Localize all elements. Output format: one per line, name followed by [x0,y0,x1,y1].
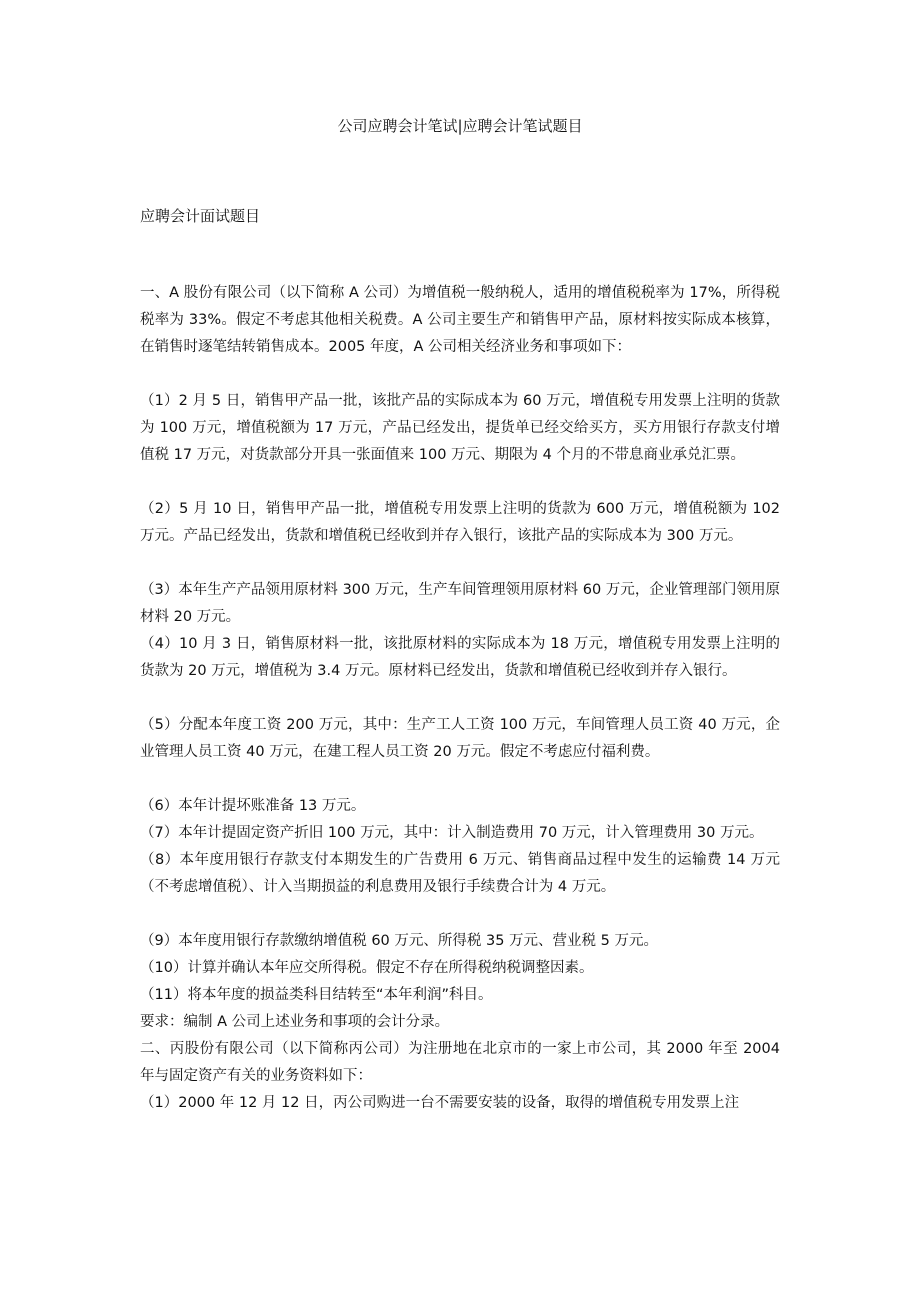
paragraph-section-2-intro: 二、丙股份有限公司（以下简称丙公司）为注册地在北京市的一家上市公司，其 2000 年至 2004 年与固定资产有关的业务资料如下： [140,1041,780,1084]
paragraph-item-1: （1）2 月 5 日，销售甲产品一批，该批产品的实际成本为 60 万元，增值税专用发票上注明的货款为 100 万元，增值税额为 17 万元，产品已经发出，提货单已经交给买方，买方用银行存款支付增值税 17 万元，对货款部分开具一张面值来 100 万元、期限为 4 个月的不带息商业承兑汇票。 [140,393,780,463]
paragraph-item-9: （9）本年度用银行存款缴纳增值税 60 万元、所得税 35 万元、营业税 5 万元。 [140,933,659,949]
paragraph-gap [140,766,780,793]
paragraph-gap [140,361,780,388]
document-subtitle: 应聘会计面试题目 [140,207,261,225]
paragraph-requirement: 要求：编制 A 公司上述业务和事项的会计分录。 [140,1014,450,1030]
paragraph-item-6: （6）本年计提坏账准备 13 万元。 [140,798,366,814]
paragraph-gap [140,685,780,712]
paragraph-gap [140,901,780,928]
paragraph-item-10: （10）计算并确认本年应交所得税。假定不存在所得税纳税调整因素。 [140,960,594,976]
paragraph-section-2-item-1: （1）2000 年 12 月 12 日，丙公司购进一台不需要安装的设备，取得的增值税专用发票上注 [140,1095,740,1111]
paragraph-item-8: （8）本年度用银行存款支付本期发生的广告费用 6 万元、销售商品过程中发生的运输费 14 万元（不考虑增值税）、计入当期损益的利息费用及银行手续费合计为 4 万元。 [140,852,780,895]
document-title: 公司应聘会计笔试|应聘会计笔试题目 [337,117,583,135]
paragraph-item-11: （11）将本年度的损益类科目结转至“本年利润”科目。 [140,987,493,1003]
paragraph-item-3: （3）本年生产产品领用原材料 300 万元，生产车间管理领用原材料 60 万元，企业管理部门领用原材料 20 万元。 [140,582,780,625]
document-body [140,280,780,1117]
paragraph-item-2: （2）5 月 10 日，销售甲产品一批，增值税专用发票上注明的货款为 600 万元，增值税额为 102 万元。产品已经发出，货款和增值税已经收到并存入银行，该批产品的实际成本为 300 万元。 [140,501,780,544]
paragraph-gap [140,550,780,577]
paragraph-item-5: （5）分配本年度工资 200 万元，其中：生产工人工资 100 万元，车间管理人员工资 40 万元，企业管理人员工资 40 万元，在建工程人员工资 20 万元。假定不考虑应付福利费。 [140,717,780,760]
paragraph-intro: 一、A 股份有限公司（以下简称 A 公司）为增值税一般纳税人，适用的增值税税率为 17%，所得税税率为 33%。假定不考虑其他相关税费。A 公司主要生产和销售甲产品，原材料按实际成本核算，在销售时逐笔结转销售成本。2005 年度，A 公司相关经济业务和事项如下： [140,285,780,355]
paragraph-item-4: （4）10 月 3 日，销售原材料一批，该批原材料的实际成本为 18 万元，增值税专用发票上注明的货款为 20 万元，增值税为 3.4 万元。原材料已经发出，货款和增值税已经收到并存入银行。 [140,636,780,679]
paragraph-item-7: （7）本年计提固定资产折旧 100 万元，其中：计入制造费用 70 万元，计入管理费用 30 万元。 [140,825,764,841]
paragraph-gap [140,469,780,496]
